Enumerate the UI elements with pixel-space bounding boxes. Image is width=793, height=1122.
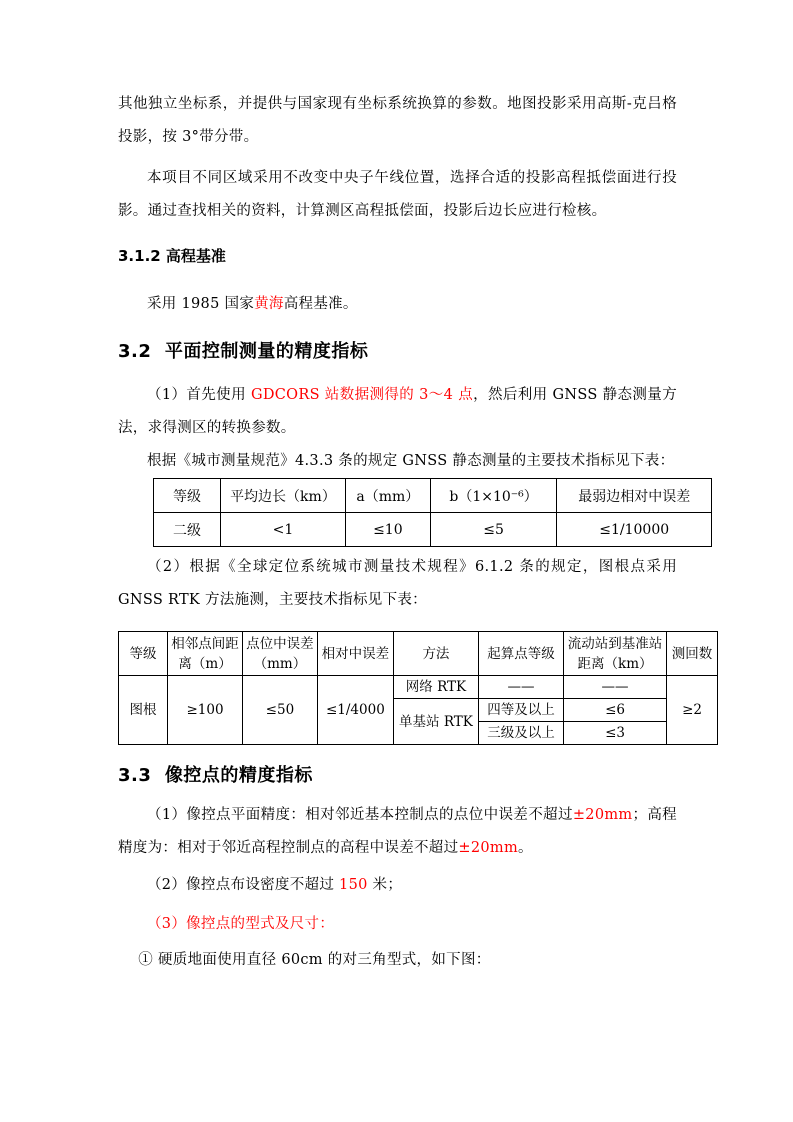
t2-cell-origin-grade-dash: —— (478, 676, 563, 699)
density-highlight: 150 (339, 877, 368, 893)
gdcors-text-post: ，然后利用 GNSS 静态测量方法，求得测区的转换参数。 (118, 387, 677, 436)
elevation-datum-text-post: 高程基准。 (283, 296, 358, 312)
paragraph-gdcors (118, 379, 677, 445)
t1-header-grade: 等级 (154, 479, 221, 513)
t2-cell-point-error: ≤50 (242, 676, 317, 745)
accuracy-highlight-plane: ±20mm (572, 807, 633, 823)
heading-3-1-2-elevation-datum: 3.1.2 高程基准 (118, 247, 226, 265)
t1-header-a-mm: a（mm） (345, 479, 430, 513)
t2-cell-repeat-count: ≥2 (667, 676, 718, 745)
t1-cell-a-mm: ≤10 (345, 513, 430, 547)
t2-cell-method-network-rtk: 网络 RTK (393, 676, 478, 699)
t2-cell-base-distance-6: ≤6 (564, 699, 667, 722)
density-text-post: 米； (367, 877, 403, 893)
t2-header-relative-error: 相对中误差 (317, 632, 393, 676)
t2-header-point-error: 点位中误差（mm） (242, 632, 317, 676)
table-header-row (154, 479, 712, 513)
paragraph-density (118, 869, 677, 902)
elevation-datum-highlight: 黄海 (254, 296, 284, 312)
t1-header-b-ppm: b（1×10⁻⁶） (430, 479, 557, 513)
t2-cell-spacing: ≥100 (168, 676, 243, 745)
t2-header-origin-grade: 起算点等级 (478, 632, 563, 676)
elevation-datum-text-pre: 采用 1985 国家 (147, 296, 255, 312)
heading-3-2-plane-control-accuracy: 3.2 平面控制测量的精度指标 (118, 341, 369, 362)
t2-header-rover-base-distance: 流动站到基准站距离（km） (564, 632, 667, 676)
t2-cell-relative-error: ≤1/4000 (317, 676, 393, 745)
t1-header-weakest-side-error: 最弱边相对中误差 (557, 479, 712, 513)
accuracy-text-end: 。 (518, 840, 533, 856)
gnss-static-spec-table (153, 478, 712, 547)
t2-header-adjacent-point-spacing: 相邻点间距离（m） (168, 632, 243, 676)
paragraph-target-type-heading: （3）像控点的型式及尺寸： (147, 916, 335, 932)
heading-3-3-photo-control-accuracy: 3.3 像控点的精度指标 (118, 765, 313, 786)
table-header-row (119, 632, 718, 676)
t2-header-repeat-count: 测回数 (667, 632, 718, 676)
t2-cell-base-distance-dash: —— (564, 676, 667, 699)
table-row (154, 513, 712, 547)
t1-cell-b-ppm: ≤5 (430, 513, 557, 547)
t2-cell-origin-grade-fourth: 四等及以上 (478, 699, 563, 722)
density-text-pre: （2）像控点布设密度不超过 (147, 877, 340, 893)
paragraph-elevation-datum (118, 288, 677, 321)
t2-header-grade: 等级 (119, 632, 168, 676)
gnss-rtk-spec-table (118, 631, 718, 745)
paragraph-photo-control-accuracy (118, 799, 677, 865)
accuracy-text-mid: ；高程精度为：相对于邻近高程控制点的高程中误差不超过 (118, 807, 677, 856)
t2-header-method: 方法 (393, 632, 478, 676)
t2-cell-method-single-base-rtk: 单基站 RTK (393, 699, 478, 745)
t1-cell-grade: 二级 (154, 513, 221, 547)
gdcors-highlight: GDCORS 站数据测得的 3～4 点 (250, 387, 474, 403)
t2-cell-base-distance-3: ≤3 (564, 722, 667, 745)
paragraph-coordinate-system-continuation: 其他独立坐标系，并提供与国家现有坐标系统换算的参数。地图投影采用高斯-克吕格投影，按 3°带分带。 (118, 96, 677, 145)
table-row (119, 676, 718, 699)
t2-cell-origin-grade-third: 三级及以上 (478, 722, 563, 745)
paragraph-hard-surface-target: ① 硬质地面使用直径 60cm 的对三角型式，如下图： (138, 952, 491, 968)
t1-header-avg-side-length: 平均边长（km） (220, 479, 345, 513)
t1-cell-weakest-side-error: ≤1/10000 (557, 513, 712, 547)
gdcors-text-pre: （1）首先使用 (147, 387, 251, 403)
paragraph-gnss-static-intro: 根据《城市测量规范》4.3.3 条的规定 GNSS 静态测量的主要技术指标见下表： (147, 453, 675, 469)
accuracy-highlight-elevation: ±20mm (458, 840, 519, 856)
accuracy-text-pre: （1）像控点平面精度：相对邻近基本控制点的点位中误差不超过 (147, 807, 573, 823)
paragraph-rtk-intro: （2）根据《全球定位系统城市测量技术规程》6.1.2 条的规定，图根点采用 GNSS RTK 方法施测，主要技术指标见下表： (118, 559, 677, 608)
paragraph-projection-compensation: 本项目不同区域采用不改变中央子午线位置，选择合适的投影高程抵偿面进行投影。通过查找相关的资料，计算测区高程抵偿面，投影后边长应进行检核。 (118, 170, 677, 219)
t1-cell-avg-side-length: <1 (220, 513, 345, 547)
t2-cell-grade: 图根 (119, 676, 168, 745)
